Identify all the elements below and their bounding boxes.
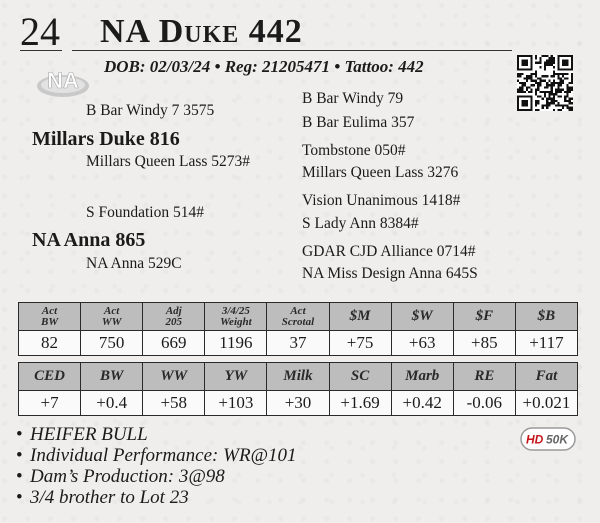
header-act-ww: Act WW — [81, 303, 143, 331]
value-weight: 1196 — [205, 331, 267, 356]
pedigree-sire: Millars Duke 816 — [32, 128, 180, 150]
header-bw: BW — [81, 363, 143, 391]
performance-header-row — [19, 303, 578, 331]
note-item: • Dam’s Production: 3@98 — [16, 466, 225, 487]
hd50k-badge — [520, 427, 576, 451]
value-marb: +0.42 — [391, 391, 453, 416]
pedigree-dam: NA Anna 865 — [32, 229, 146, 251]
note-item: • Individual Performance: WR@101 — [16, 445, 297, 466]
value-milk: +30 — [267, 391, 329, 416]
value-fat: +0.021 — [515, 391, 577, 416]
qr-code-icon[interactable] — [517, 55, 573, 111]
header-dollar-w: $W — [391, 303, 453, 331]
header-dollar-f: $F — [453, 303, 515, 331]
note-item: • HEIFER BULL — [16, 424, 148, 445]
header-adj-205: Adj 205 — [143, 303, 205, 331]
header-weight: 3/4/25 Weight — [205, 303, 267, 331]
header-act-scrotal: Act Scrotal — [267, 303, 329, 331]
pedigree-sire-sire-sire: B Bar Windy 79 — [302, 90, 404, 107]
value-ced: +7 — [19, 391, 81, 416]
animal-name: NA Duke 442 — [100, 13, 303, 50]
note-item: • 3/4 brother to Lot 23 — [16, 487, 189, 508]
pedigree-dam-dam: NA Anna 529C — [86, 255, 182, 272]
notes-list — [16, 424, 297, 508]
pedigree-sire-dam: Millars Queen Lass 5273# — [86, 153, 251, 170]
header-fat: Fat — [515, 363, 577, 391]
value-yw: +103 — [205, 391, 267, 416]
animal-info-line: DOB: 02/03/24 • Reg: 21205471 • Tattoo: 442 — [104, 57, 424, 76]
lot-number: 24 — [20, 9, 60, 54]
value-sc: +1.69 — [329, 391, 391, 416]
header-yw: YW — [205, 363, 267, 391]
pedigree-sire-dam-sire: Tombstone 050# — [302, 142, 406, 159]
pedigree-dam-sire: S Foundation 514# — [86, 204, 204, 221]
header-ced: CED — [19, 363, 81, 391]
epd-header-row — [19, 363, 578, 391]
na-logo-icon — [36, 64, 90, 100]
performance-table — [18, 302, 578, 356]
value-adj-205: 669 — [143, 331, 205, 356]
value-dollar-b: +117 — [515, 331, 577, 356]
epd-value-row — [19, 391, 578, 416]
epd-table — [18, 362, 578, 416]
header-marb: Marb — [391, 363, 453, 391]
value-bw: +0.4 — [81, 391, 143, 416]
badge-50k-text: 50K — [546, 432, 569, 447]
name-underline — [72, 50, 512, 51]
pedigree-dam-dam-dam: NA Miss Design Anna 645S — [302, 265, 478, 282]
value-act-scrotal: 37 — [267, 331, 329, 356]
value-dollar-m: +75 — [329, 331, 391, 356]
header-milk: Milk — [267, 363, 329, 391]
header-dollar-m: $M — [329, 303, 391, 331]
value-re: -0.06 — [453, 391, 515, 416]
value-act-ww: 750 — [81, 331, 143, 356]
pedigree-dam-sire-sire: Vision Unanimous 1418# — [302, 192, 461, 209]
header-act-bw: Act BW — [19, 303, 81, 331]
pedigree-sire-dam-dam: Millars Queen Lass 3276 — [302, 164, 459, 181]
value-dollar-f: +85 — [453, 331, 515, 356]
value-act-bw: 82 — [19, 331, 81, 356]
header-ww: WW — [143, 363, 205, 391]
na-logo-text: NA — [47, 68, 79, 93]
header-re: RE — [453, 363, 515, 391]
pedigree-dam-dam-sire: GDAR CJD Alliance 0714# — [302, 243, 476, 260]
pedigree-dam-sire-dam: S Lady Ann 8384# — [302, 215, 419, 232]
header-dollar-b: $B — [515, 303, 577, 331]
value-dollar-w: +63 — [391, 331, 453, 356]
performance-value-row — [19, 331, 578, 356]
lot-number-underline — [20, 50, 62, 51]
pedigree-sire-sire: B Bar Windy 7 3575 — [86, 102, 215, 119]
value-ww: +58 — [143, 391, 205, 416]
pedigree-sire-sire-dam: B Bar Eulima 357 — [302, 114, 415, 131]
badge-hd-text: HD — [526, 432, 544, 447]
header-sc: SC — [329, 363, 391, 391]
